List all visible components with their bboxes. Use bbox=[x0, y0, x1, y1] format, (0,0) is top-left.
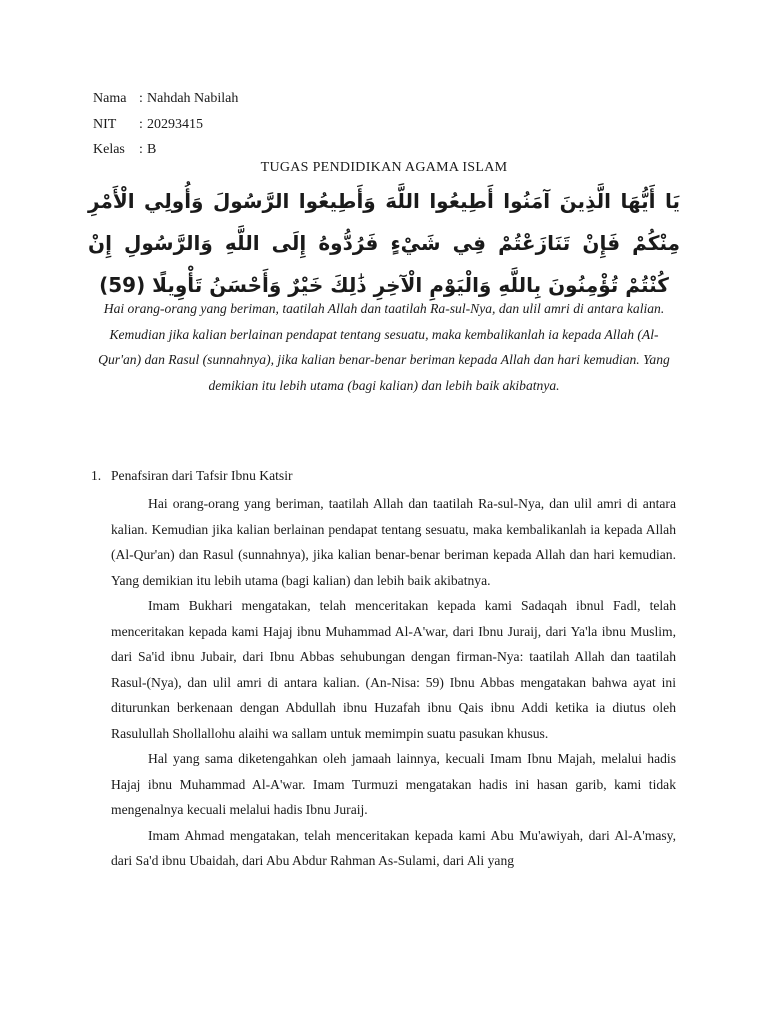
verse-translation: Hai orang-orang yang beriman, taatilah Allah dan taatilah Ra-sul-Nya, dan ulil amri di antara kalian. Kemudian jika kalian berlainan pendapat tentang sesuatu, maka kembalikanlah ia kepada Allah (Al-Qur'an) dan Rasul (sunnahnya), jika kalian benar-benar beriman kepada Allah dan hari kemudian. Yang demikian itu lebih utama (bagi kalian) dan lebih baik akibatnya. bbox=[98, 301, 670, 393]
name-separator: : bbox=[139, 91, 143, 106]
section-title: Penafsiran dari Tafsir Ibnu Katsir bbox=[111, 468, 293, 483]
section-heading bbox=[91, 468, 293, 484]
nit-row bbox=[93, 112, 238, 138]
class-separator: : bbox=[139, 142, 143, 157]
paragraph: Hal yang sama diketengahkan oleh jamaah lainnya, kecuali Imam Ibnu Majah, melalui hadis Hajaj ibnu Muhammad Al-A'war. Imam Turmuzi mengatakan hadis ini hasan garib, kami tidak mengenalnya kecuali melalui hadis Ibnu Juraij. bbox=[111, 751, 676, 817]
name-value: Nahdah Nabilah bbox=[147, 91, 239, 106]
class-row bbox=[93, 137, 238, 163]
student-info bbox=[93, 86, 238, 163]
document-title: TUGAS PENDIDIKAN AGAMA ISLAM bbox=[260, 160, 508, 175]
section-number: 1. bbox=[91, 468, 102, 483]
name-label: Nama bbox=[93, 91, 127, 106]
nit-label: NIT bbox=[93, 116, 117, 132]
nit-separator: : bbox=[139, 116, 143, 132]
paragraph: Imam Bukhari mengatakan, telah menceritakan kepada kami Sadaqah ibnul Fadl, telah menceritakan kepada kami Hajaj ibnu Muhammad Al-A'war, dari Ibnu Juraij, dari Ya'la ibnu Muslim, dari Sa'id ibnu Jubair, dari Ibnu Abbas sehubungan dengan firman-Nya: taatilah Allah dan taatilah Rasul-(Nya), dan ulil amri di antara kalian. (An-Nisa: 59) Ibnu Abbas mengatakan bahwa ayat ini diturunkan berkenaan dengan Abdullah ibnu Huzafah ibnu Qais ibnu Addi ketika ia diutus oleh Rasulullah Shollallohu alaihi wa sallam untuk memimpin suatu pasukan khusus. bbox=[111, 598, 676, 741]
class-label: Kelas bbox=[93, 142, 125, 157]
nit-value: 20293415 bbox=[147, 116, 203, 132]
name-row bbox=[93, 86, 238, 112]
quran-verse: يَا أَيُّهَا الَّذِينَ آمَنُوا أَطِيعُوا اللَّهَ وَأَطِيعُوا الرَّسُولَ وَأُولِي الْأَمْرِ مِنْكُمْ فَإِنْ تَنَازَعْتُمْ فِي شَيْءٍ فَرُدُّوهُ إِلَى اللَّهِ وَالرَّسُولِ إِنْ كُنْتُمْ تُؤْمِنُونَ بِاللَّهِ وَالْيَوْمِ الْآخِرِ ذَٰلِكَ خَيْرٌ وَأَحْسَنُ تَأْوِيلًا (59) bbox=[88, 189, 680, 297]
class-value: B bbox=[147, 142, 157, 157]
paragraph: Imam Ahmad mengatakan, telah menceritakan kepada kami Abu Mu'awiyah, dari Al-A'masy, dari Sa'd ibnu Ubaidah, dari Abu Abdur Rahman As-Sulami, dari Ali yang bbox=[111, 827, 676, 868]
paragraph: Hai orang-orang yang beriman, taatilah Allah dan taatilah Ra-sul-Nya, dan ulil amri di antara kalian. Kemudian jika kalian berlainan pendapat tentang sesuatu, maka kembalikanlah ia kepada Allah (Al-Qur'an) dan Rasul (sunnahnya), jika kalian benar-benar beriman kepada Allah dan hari kemudian. Yang demikian itu lebih utama (bagi kalian) dan lebih baik akibatnya. bbox=[111, 496, 676, 588]
section-body bbox=[111, 491, 676, 874]
